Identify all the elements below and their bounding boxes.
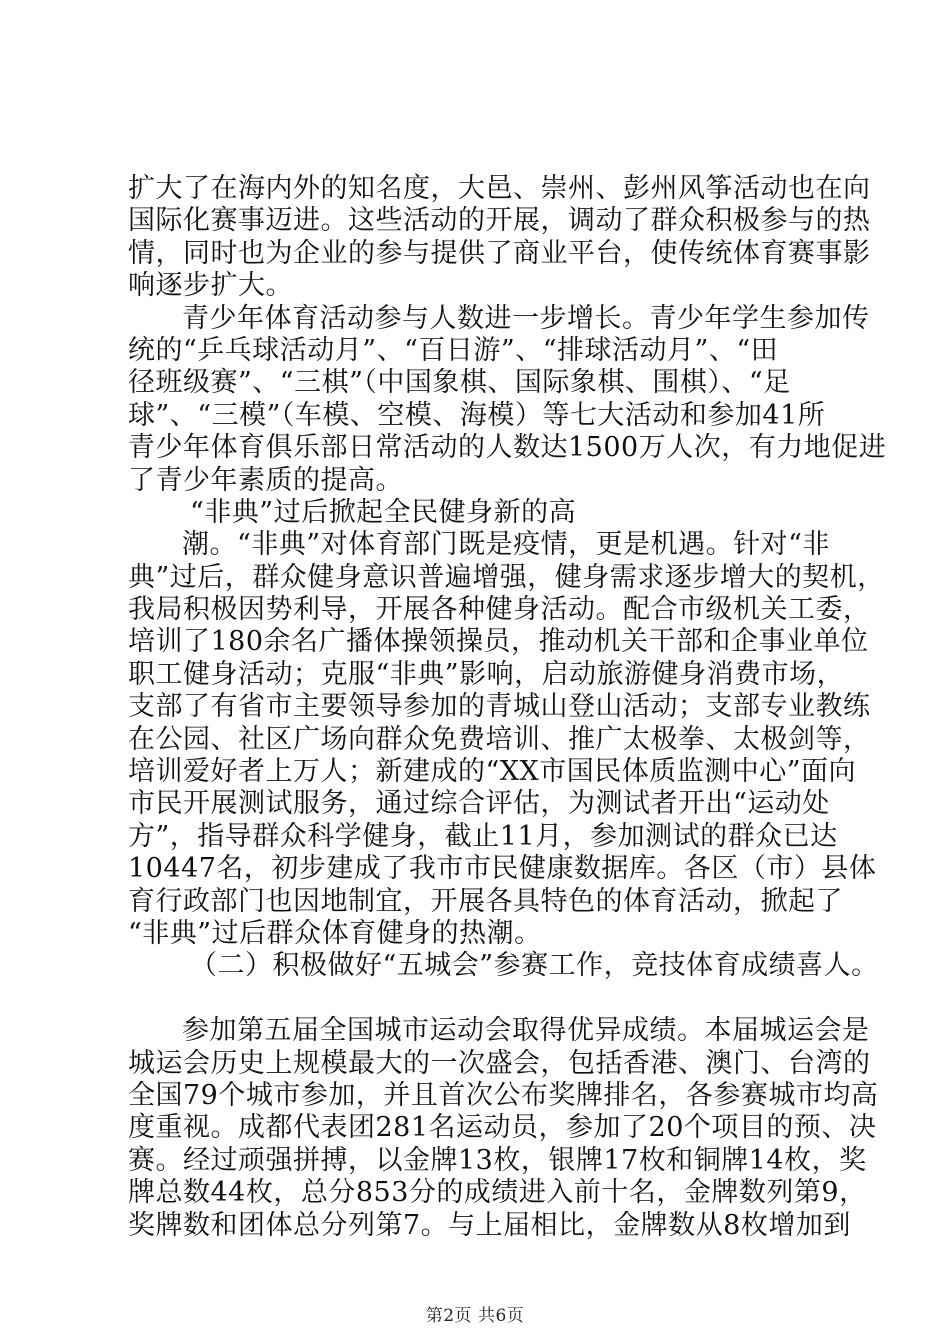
text-line: 育行政部门也因地制宜，开展各具特色的体育活动，掀起了: [128, 885, 843, 917]
text-line: 径班级赛”、“三棋”（中国象棋、国际象棋、围棋）、“足: [128, 367, 791, 399]
text-line: 我局积极因势利导，开展各种健身活动。配合市级机关工委，: [128, 594, 871, 626]
page-number-footer: 第2页 共6页: [425, 1306, 525, 1326]
text-line: 职工健身活动；克服“非典”影响，启动旅游健身消费市场，: [128, 658, 845, 690]
text-line: 培训了180余名广播体操领操员，推动机关干部和企事业单位: [128, 626, 869, 658]
text-line: 城运会历史上规模最大的一次盛会，包括香港、澳门、台湾的: [128, 1047, 871, 1079]
text-line: 10447名，初步建成了我市市民健康数据库。各区（市）县体: [128, 853, 877, 885]
text-line: 方”，指导群众科学健身，截止11月，参加测试的群众已达: [128, 820, 838, 852]
text-line: 牌总数44枚，总分853分的成绩进入前十名，金牌数列第9，: [128, 1177, 867, 1209]
text-line: 市民开展测试服务，通过综合评估，为测试者开出“运动处: [128, 788, 830, 820]
text-line: 培训爱好者上万人；新建成的“XX市国民体质监测中心”面向: [128, 756, 857, 788]
text-line: 青少年体育俱乐部日常活动的人数达1500万人次，有力地促进: [128, 432, 887, 464]
document-body: [128, 173, 887, 1242]
text-line: 典”过后，群众健身意识普遍增强，健身需求逐步增大的契机，: [128, 561, 885, 593]
text-line: 球”、“三模”（车模、空模、海模）等七大活动和参加41所: [128, 399, 826, 431]
paragraph-start-line: 潮。“非典”对体育部门既是疫情，更是机遇。针对“非: [182, 529, 830, 561]
text-line: 支部了有省市主要领导参加的青城山登山活动；支部专业教练: [128, 691, 871, 723]
text-line: 扩大了在海内外的知名度，大邑、崇州、彭州风筝活动也在向: [128, 173, 871, 204]
text-line: 国际化赛事迈进。这些活动的开展，调动了群众积极参与的热: [128, 205, 871, 237]
paragraph-start-line: 青少年体育活动参与人数进一步增长。青少年学生参加传: [182, 302, 870, 334]
text-line: “非典”过后群众体育健身的热潮。: [128, 917, 542, 949]
text-line: 度重视。成都代表团281名运动员，参加了20个项目的预、决: [128, 1112, 877, 1144]
section-heading-line: （二）积极做好“五城会”参赛工作，竞技体育成绩喜人。: [190, 950, 879, 982]
blank-line: [128, 983, 848, 1015]
text-line: 赛。经过顽强拼搏，以金牌13枚，银牌17枚和铜牌14枚，奖: [128, 1144, 867, 1176]
paragraph-start-line: 参加第五届全国城市运动会取得优异成绩。本届城运会是: [182, 1015, 870, 1047]
text-line: 全国79个城市参加，并且首次公布奖牌排名，各参赛城市均高: [128, 1079, 879, 1111]
text-line: 情，同时也为企业的参与提供了商业平台，使传统体育赛事影: [128, 237, 871, 269]
text-line: 响逐步扩大。: [128, 270, 293, 302]
text-line: 了青少年素质的提高。: [128, 464, 403, 496]
text-line: 统的“乒乓球活动月”、“百日游”、“排球活动月”、“田: [128, 334, 779, 366]
section-heading-line: “非典”过后掀起全民健身新的高: [190, 496, 577, 528]
text-line: 奖牌数和团体总分列第7。与上届相比，金牌数从8枚增加到: [128, 1209, 851, 1241]
text-line: 在公园、社区广场向群众免费培训、推广太极拳、太极剑等，: [128, 723, 871, 755]
